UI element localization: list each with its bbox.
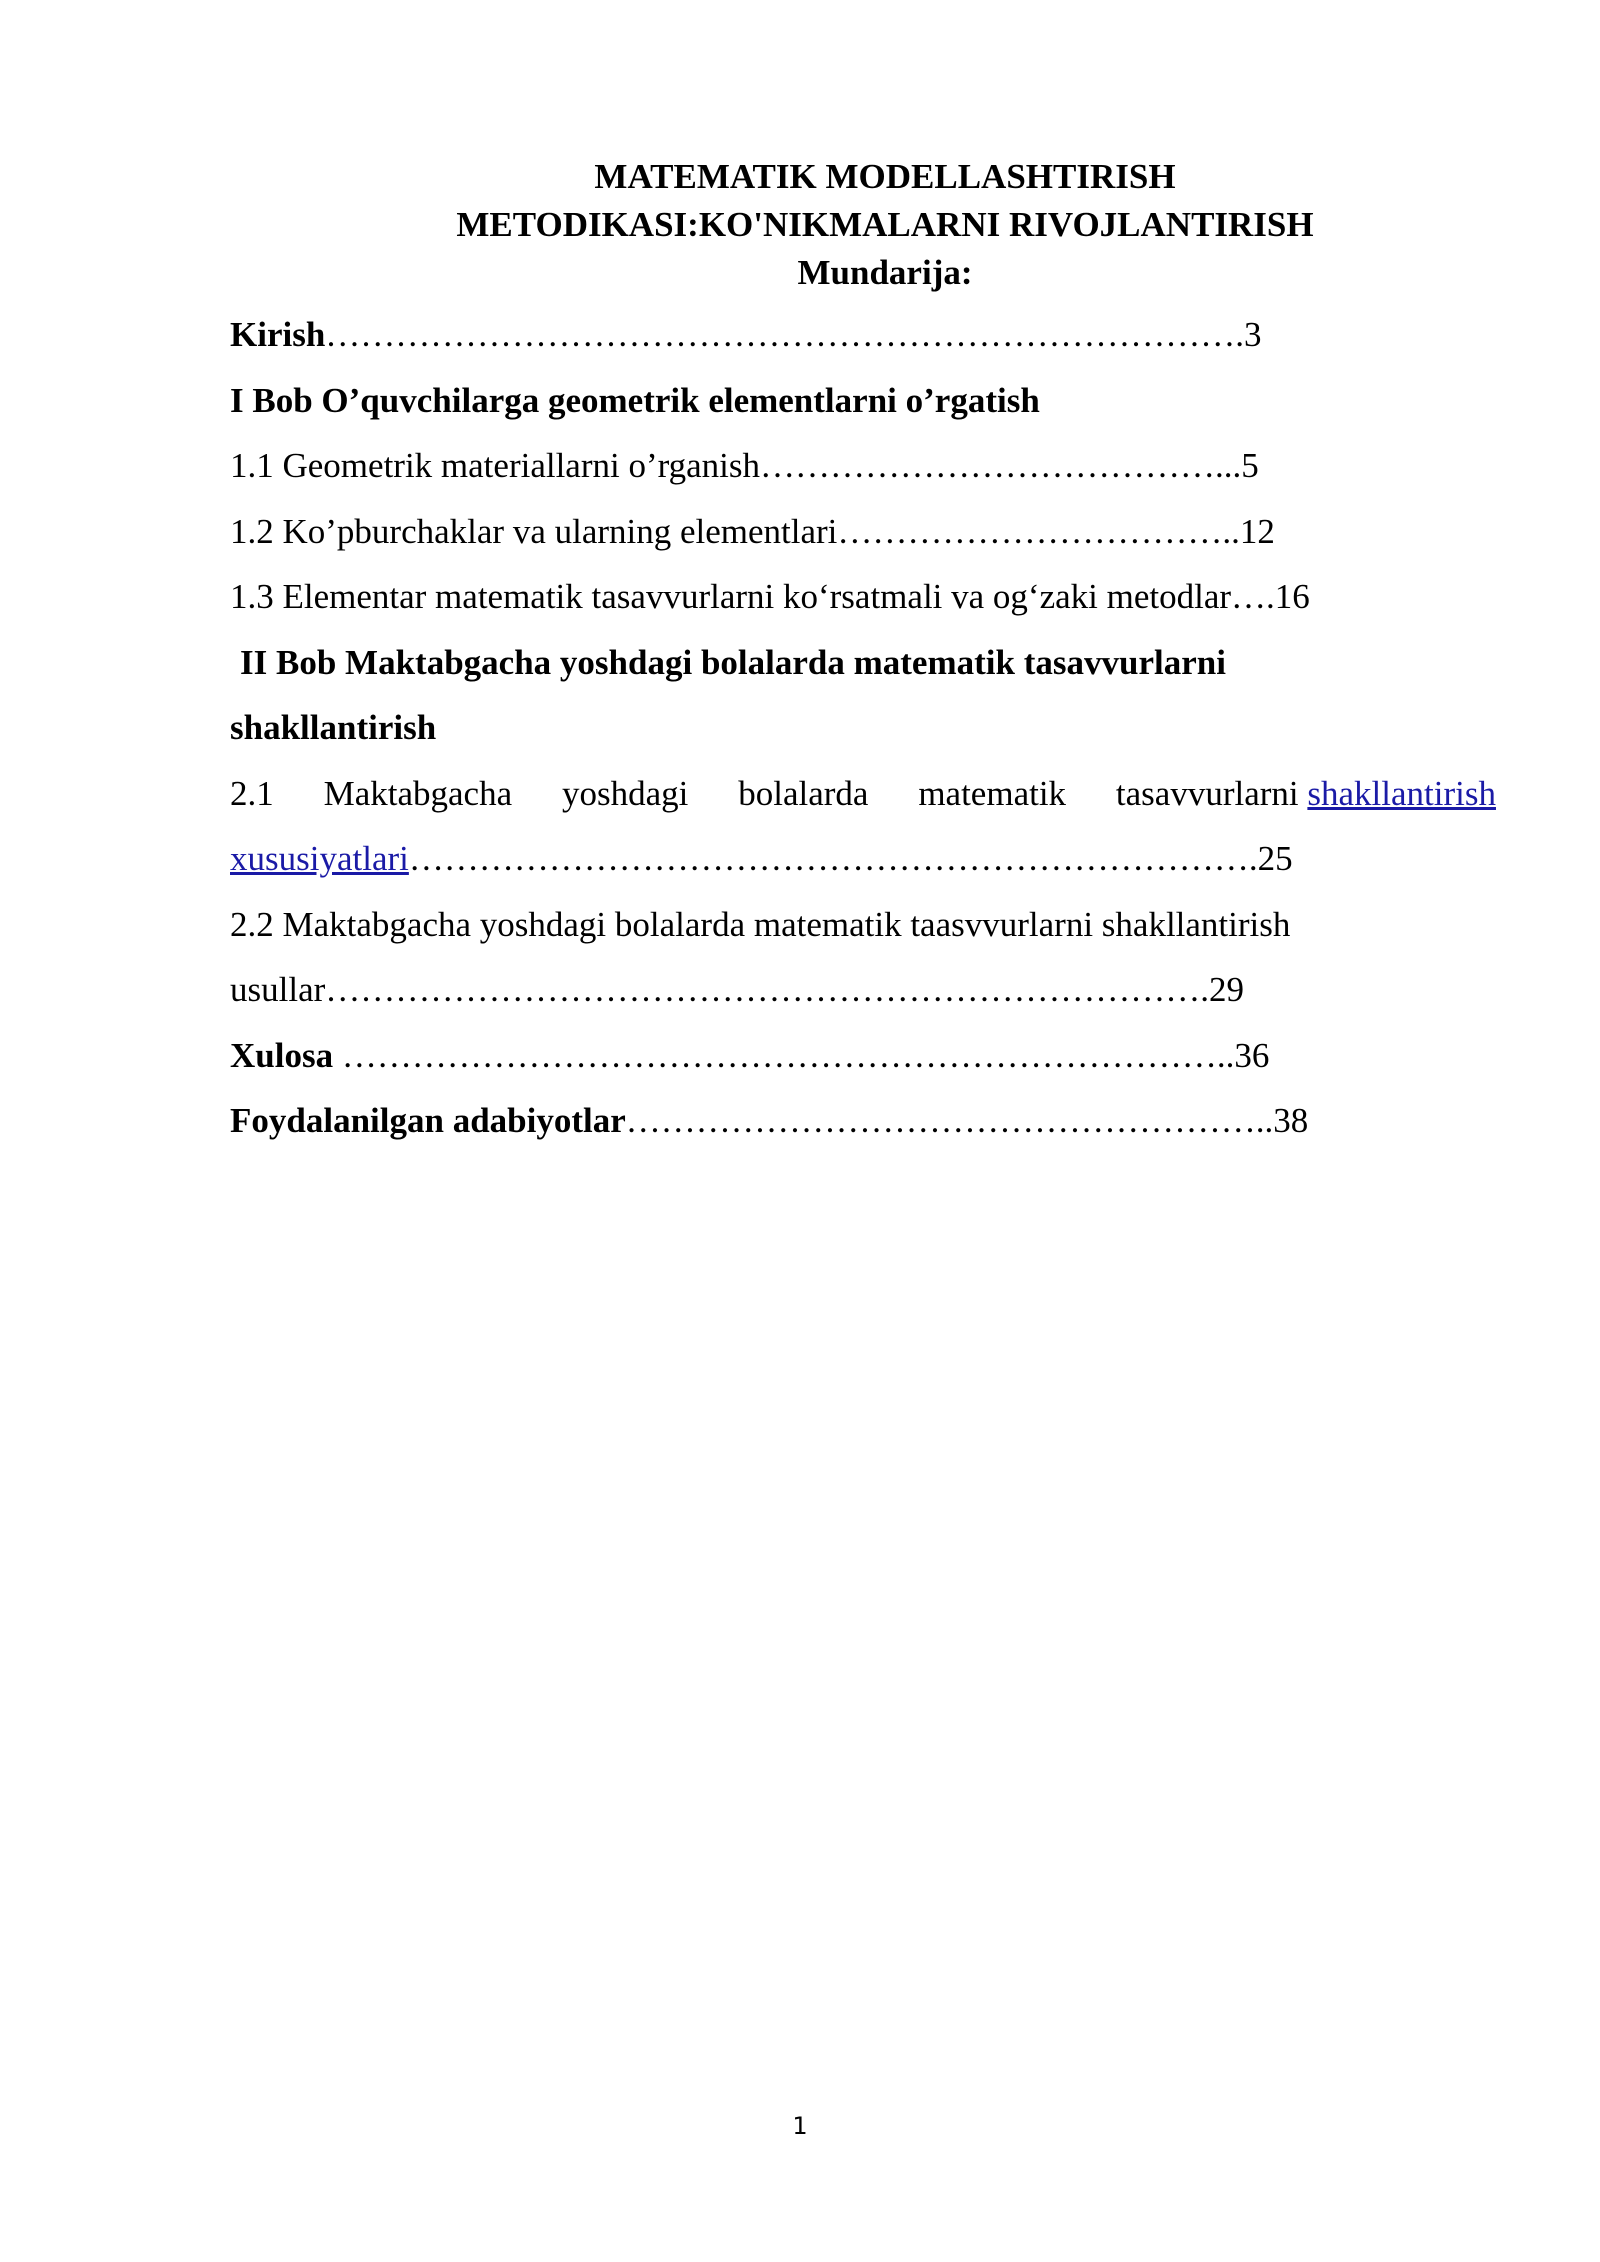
toc-leader: ……………………………………………….. xyxy=(625,1101,1274,1140)
toc-entry-2-1-line-1 xyxy=(230,761,1496,827)
title-line-2: METODIKASI:KO'NIKMALARNI RIVOJLANTIRISH xyxy=(456,205,1314,244)
toc-entry-1-1 xyxy=(230,433,1500,499)
toc-entry-2-2-line-2 xyxy=(230,957,1500,1023)
toc-page: 25 xyxy=(1257,839,1293,878)
toc-chapter-2-line-1 xyxy=(230,630,1500,696)
toc-label: Foydalanilgan adabiyotlar xyxy=(230,1101,626,1140)
contents-heading: Mundarija: xyxy=(797,253,973,292)
toc-entry-1-3 xyxy=(230,564,1500,630)
toc-chapter-2-line-2 xyxy=(230,695,1500,761)
toc-entry-kirish xyxy=(230,302,1500,368)
toc-page: 3 xyxy=(1244,315,1262,354)
toc-entry-xulosa xyxy=(230,1023,1500,1089)
toc-entry-adabiyotlar xyxy=(230,1088,1500,1154)
toc-chapter-1 xyxy=(230,368,1500,434)
toc-word: bolalarda xyxy=(738,773,869,813)
toc-entry-1-2 xyxy=(230,499,1500,565)
toc-page: 38 xyxy=(1273,1101,1309,1140)
toc-label: shakllantirish xyxy=(230,708,437,747)
toc-word: 2.1 xyxy=(230,773,274,813)
toc-label: Xulosa xyxy=(230,1035,334,1075)
toc-page: 12 xyxy=(1239,511,1275,551)
toc-word: matematik xyxy=(918,773,1067,813)
toc-word: Maktabgacha xyxy=(323,773,513,813)
title-block xyxy=(330,153,1440,297)
toc-leader: …………………………………... xyxy=(760,446,1242,485)
toc-label: usullar xyxy=(230,970,326,1009)
toc-label: 1.2 Ko’pburchaklar va ularning elementlari xyxy=(230,511,838,551)
toc-page: 16 xyxy=(1274,577,1310,616)
toc-page: 29 xyxy=(1209,970,1245,1009)
toc-label: Kirish xyxy=(230,315,326,354)
toc-leader: …. xyxy=(1231,577,1275,616)
toc-label: I Bob O’quvchilarga geometrik elementlarni o’rgatish xyxy=(230,380,1040,420)
toc-page: 36 xyxy=(1234,1035,1270,1075)
toc-leader: ………………………………………………………………. xyxy=(408,839,1258,878)
toc-label: II Bob Maktabgacha yoshdagi bolalarda matematik tasavvurlarni xyxy=(240,642,1226,682)
toc-leader: …………………………….. xyxy=(837,511,1240,551)
toc-page: 5 xyxy=(1241,446,1259,485)
toc-hyperlink-part-1[interactable]: shakllantirish xyxy=(1307,773,1496,813)
toc-leader: ……………………………………………………………………. xyxy=(325,315,1245,354)
toc-hyperlink-part-2[interactable]: xususiyatlari xyxy=(230,839,409,878)
table-of-contents xyxy=(230,302,1500,1154)
toc-word-group xyxy=(1116,761,1496,827)
page-number: 1 xyxy=(792,2112,808,2140)
toc-label: 2.2 Maktabgacha yoshdagi bolalarda matematik taasvvurlarni shakllantirish xyxy=(230,904,1291,944)
toc-word: yoshdagi xyxy=(562,773,689,813)
toc-leader: ………………………………………………………………….. xyxy=(333,1035,1235,1075)
title-line-1: MATEMATIK MODELLASHTIRISH xyxy=(594,157,1176,196)
toc-label: 1.3 Elementar matematik tasavvurlarni ko‘rsatmali va og‘zaki metodlar xyxy=(230,577,1232,616)
toc-label: 1.1 Geometrik materiallarni o’rganish xyxy=(230,446,761,485)
toc-entry-2-2-line-1 xyxy=(230,892,1500,958)
toc-entry-2-1-line-2 xyxy=(230,826,1500,892)
toc-word: tasavvurlarni xyxy=(1115,773,1299,813)
toc-leader: …………………………………………………………………. xyxy=(325,970,1210,1009)
